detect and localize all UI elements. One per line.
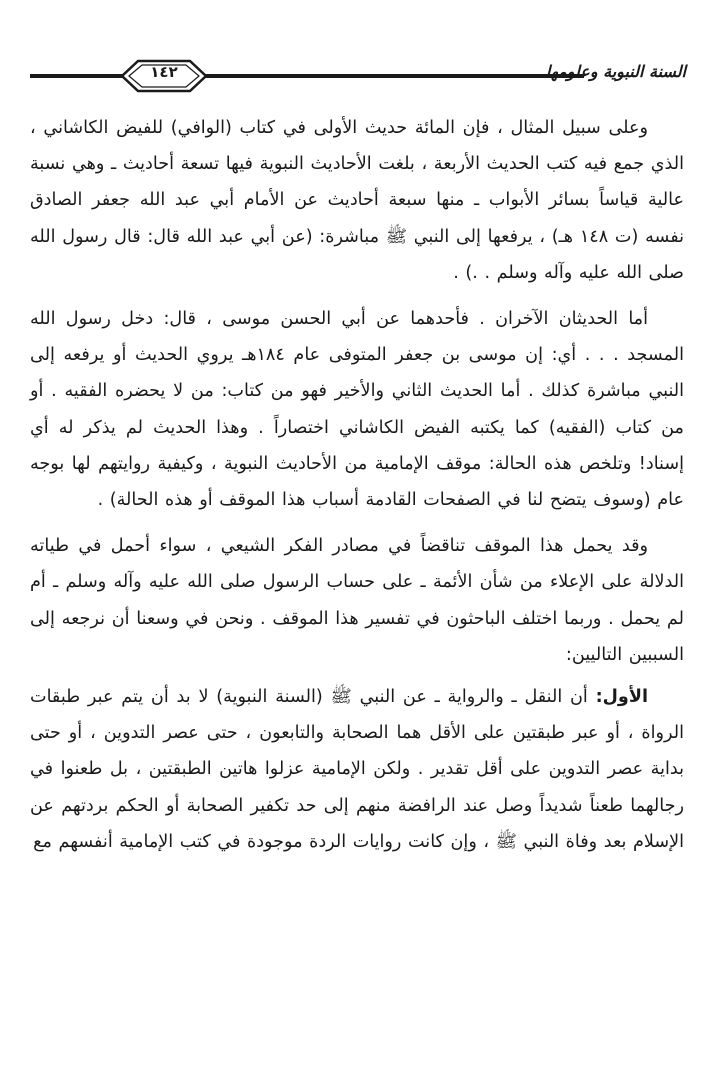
point-one-label: الأول:: [595, 687, 648, 708]
paragraph-3: وقد يحمل هذا الموقف تناقضاً في مصادر الفكر الشيعي ، سواء أحمل في طياته الدلالة على الإعلاء من شأن الأئمة ـ على حساب الرسول صلى الله عليه وآله وسلم ـ أم لم يحمل . وربما اختلف الباحثون في تفسير هذا الموقف . ونحن في وسعنا أن نرجعه إلى السببين التاليين:: [30, 536, 684, 665]
page-number: ١٤٢: [150, 63, 178, 81]
point-one-text: أن النقل ـ والرواية ـ عن النبي ﷺ (السنة النبوية) لا بد أن يتم عبر طبقات الرواة ، أو عبر طبقتين على الأقل هما الصحابة والتابعون ، حتى عصر التدوين ، أو حتى بداية عصر التدوين على أقل تقدير . ولكن الإمامية عزلوا هاتين الطبقتين ، بل طعنوا في رجالهما طعناً شديداً وصل عند الرافضة منهم إلى حد تكفير الصحابة أو الحكم بردتهم عن الإسلام بعد وفاة النبي ﷺ ، وإن كانت روايات الردة موجودة في كتب الإمامية أنفسهم مع: [30, 687, 684, 852]
body-text: [30, 110, 684, 860]
paragraph-1: وعلى سبيل المثال ، فإن المائة حديث الأولى في كتاب (الوافي) للفيض الكاشاني ، الذي جمع فيه كتب الحديث الأربعة ، بلغت الأحاديث النبوية فيها تسعة أحاديث ـ وهي نسبة عالية قياساً بسائر الأبواب ـ منها سبعة أحاديث عن الأمام أبي عبد الله جعفر الصادق نفسه (ت ١٤٨ هـ) ، يرفعها إلى النبي ﷺ مباشرة: (عن أبي عبد الله قال: قال رسول الله صلى الله عليه وآله وسلم . .) .: [30, 118, 684, 283]
running-title: السنة النبوية وعلومها: [545, 62, 686, 81]
page-header: [26, 56, 686, 96]
paragraph-4: [30, 679, 684, 860]
paragraph-2: أما الحديثان الآخران . فأحدهما عن أبي الحسن موسى ، قال: دخل رسول الله المسجد . . . أي: إن موسى بن جعفر المتوفى عام ١٨٤هـ يروي الحديث أو يرفعه إلى النبي مباشرة كذلك . أما الحديث الثاني والأخير فهو من كتاب: من لا يحضره الفقيه . أو من كتاب (الفقيه) كما يكتبه الفيض الكاشاني اختصاراً . وهذا الحديث لم يذكر له أي إسناد! وتلخص هذه الحالة: موقف الإمامية من الأحاديث النبوية ، وكيفية روايتهم لها بوجه عام (وسوف يتضح لنا في الصفحات القادمة أسباب هذا الموقف أو هذه الحالة) .: [30, 309, 684, 511]
header-ornament: [26, 56, 586, 96]
